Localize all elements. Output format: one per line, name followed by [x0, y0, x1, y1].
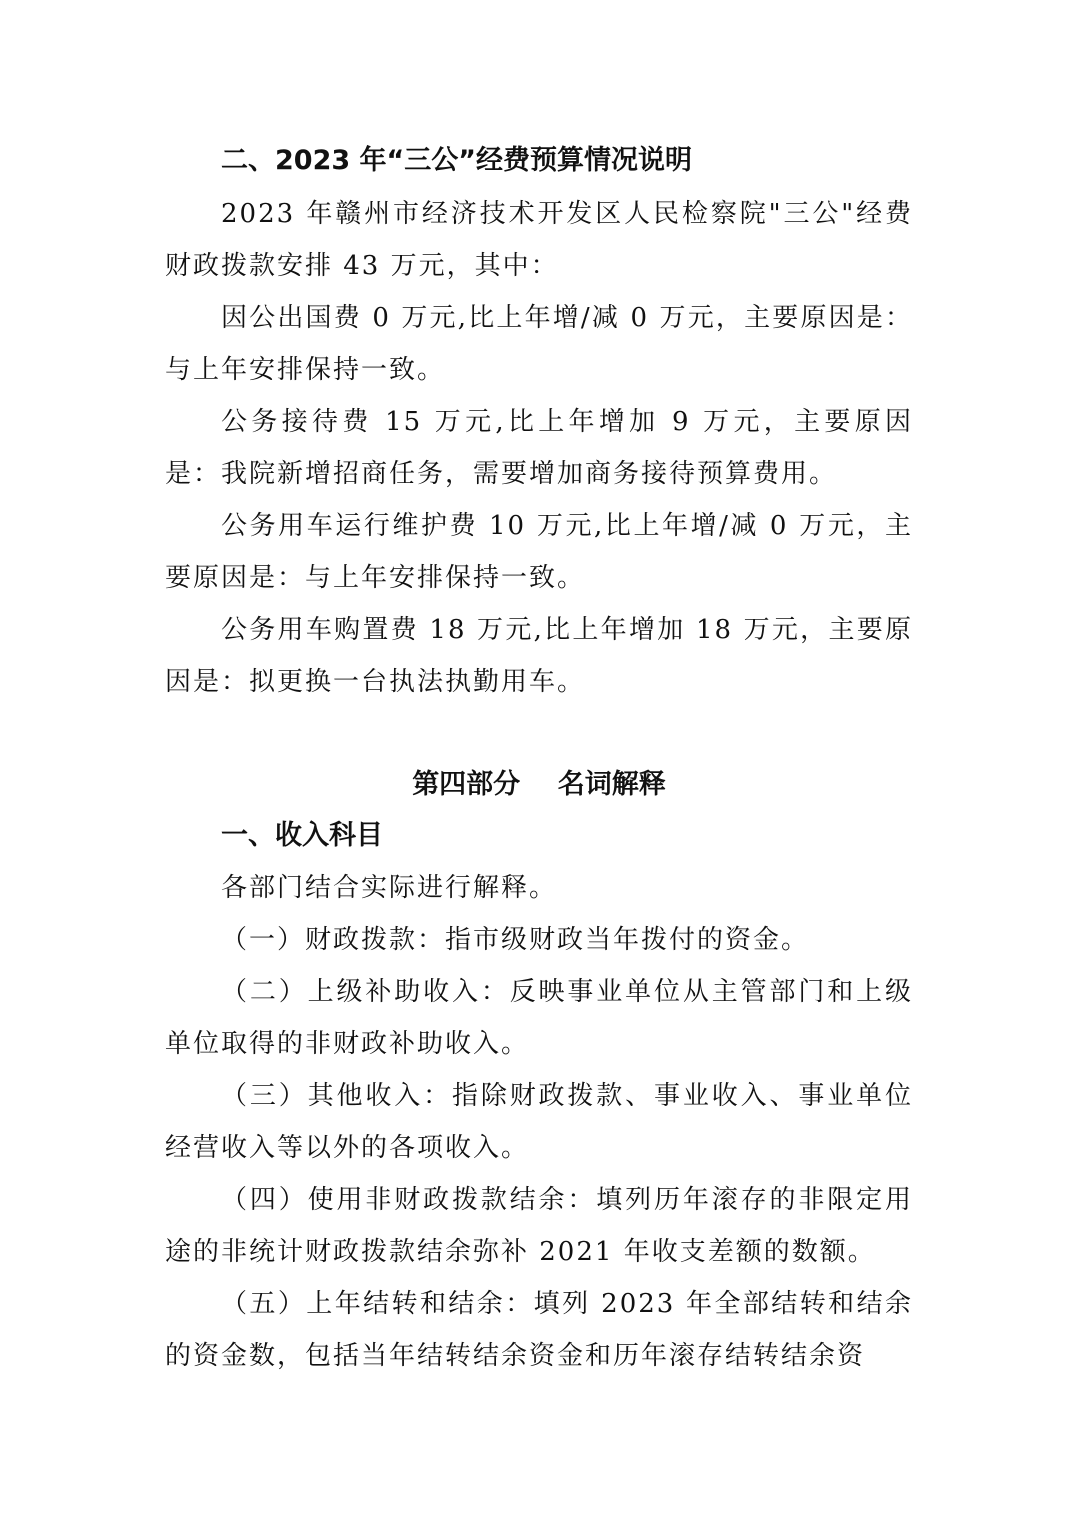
- paragraph-overseas-travel: 因公出国费 0 万元,比上年增/减 0 万元，主要原因是：与上年安排保持一致。: [165, 303, 913, 385]
- part-title-glossary: 第四部分 名词解释: [412, 769, 666, 800]
- paragraph-non-fiscal-balance: （四）使用非财政拨款结余：填列历年滚存的非限定用途的非统计财政拨款结余弥补 2021 年收支差额的数额。: [165, 1185, 913, 1267]
- paragraph-other-income: （三）其他收入：指除财政拨款、事业收入、事业单位经营收入等以外的各项收入。: [165, 1081, 913, 1163]
- paragraph-vehicle-maintenance: 公务用车运行维护费 10 万元,比上年增/减 0 万元，主要原因是：与上年安排保持一致。: [165, 511, 913, 593]
- paragraph-total-allocation: 2023 年赣州市经济技术开发区人民检察院"三公"经费财政拨款安排 43 万元，其中：: [165, 199, 913, 281]
- page-content: [165, 138, 913, 1382]
- paragraph-superior-subsidy: （二）上级补助收入：反映事业单位从主管部门和上级单位取得的非财政补助收入。: [165, 977, 913, 1059]
- paragraph-official-reception: 公务接待费 15 万元,比上年增加 9 万元，主要原因是：我院新增招商任务，需要增加商务接待预算费用。: [165, 407, 913, 489]
- paragraph-explanation-note: 各部门结合实际进行解释。: [221, 873, 558, 903]
- section-heading-three-public-expenses: 二、2023 年“三公”经费预算情况说明: [221, 145, 693, 176]
- subheading-income-items: 一、收入科目: [221, 820, 383, 851]
- paragraph-prior-year-carryover: （五）上年结转和结余：填列 2023 年全部结转和结余的资金数，包括当年结转结余资金和历年滚存结转结余资: [165, 1289, 913, 1371]
- paragraph-vehicle-purchase: 公务用车购置费 18 万元,比上年增加 18 万元，主要原因是：拟更换一台执法执勤用车。: [165, 615, 913, 697]
- paragraph-fiscal-allocation: （一）财政拨款：指市级财政当年拨付的资金。: [221, 925, 810, 955]
